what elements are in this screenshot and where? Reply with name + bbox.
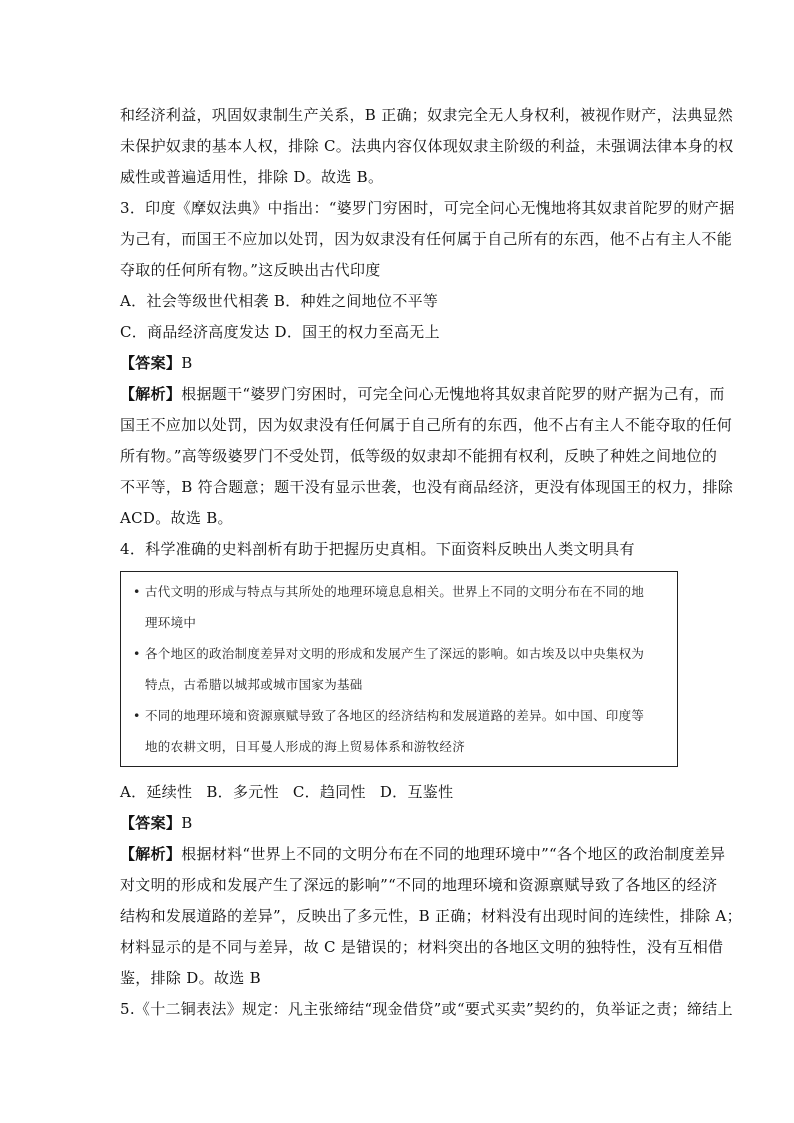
material-line: 理环境中 bbox=[145, 615, 197, 630]
analysis-line: 所有物。”高等级婆罗门不受处罚，低等级的奴隶却不能拥有权利，反映了种姓之间地位的 bbox=[120, 447, 718, 465]
analysis-text: 根据材料“世界上不同的文明分布在不同的地理环境中”“各个地区的政治制度差异 bbox=[181, 845, 726, 863]
bullet-icon: • bbox=[133, 584, 141, 599]
analysis-block bbox=[120, 379, 734, 534]
bullet-icon: • bbox=[133, 646, 141, 661]
analysis-line: 结构和发展道路的差异”，反映出了多元性，B 正确；材料没有出现时间的连续性，排除 A； bbox=[120, 907, 742, 925]
paragraph-line: 威性或普遍适用性，排除 D。故选 B。 bbox=[120, 168, 384, 186]
analysis-line bbox=[120, 839, 726, 870]
options-line: A．社会等级世代相袭 B．种姓之间地位不平等 bbox=[120, 292, 439, 310]
option-a: A．延续性 bbox=[120, 783, 193, 801]
material-text bbox=[145, 700, 663, 762]
question-stem-line: 5.《十二铜表法》规定：凡主张缔结“现金借贷”或“要式买卖”契约的，负举证之责；缔结上 bbox=[120, 1000, 733, 1018]
question-stem-line: 3．印度《摩奴法典》中指出：“婆罗门穷困时，可完全问心无愧地将其奴隶首陀罗的财产据 bbox=[120, 199, 735, 217]
material-line: 古代文明的形成与特点与其所处的地理环境息息相关。世界上不同的文明分布在不同的地 bbox=[145, 584, 645, 599]
analysis-line: 不平等，B 符合题意；题干没有显示世袭，也没有商品经济，更没有体现国王的权力，排除 bbox=[120, 478, 734, 496]
material-line: 特点，古希腊以城邦或城市国家为基础 bbox=[145, 677, 363, 692]
option-d: D．互鉴性 bbox=[379, 783, 454, 801]
material-text bbox=[145, 638, 663, 700]
question-stem-line: 4．科学准确的史料剖析有助于把握历史真相。下面资料反映出人类文明具有 bbox=[120, 540, 635, 558]
question-4 bbox=[120, 534, 742, 994]
analysis-block bbox=[120, 839, 742, 994]
analysis-line: 国王不应加以处罚，因为奴隶没有任何属于自己所有的东西，他不占有主人不能夺取的任何 bbox=[120, 416, 733, 434]
analysis-line bbox=[120, 379, 725, 410]
analysis-line: ACD。故选 B。 bbox=[120, 509, 233, 527]
bullet-icon: • bbox=[133, 708, 141, 723]
option-c: C．趋同性 bbox=[292, 783, 366, 801]
document-content bbox=[120, 100, 742, 1025]
answer-value: B bbox=[181, 354, 193, 372]
analysis-line: 材料显示的是不同与差异，故 C 是错误的；材料突出的各地区文明的独特性，没有互相借 bbox=[120, 938, 724, 956]
analysis-line: 鉴，排除 D。故选 B bbox=[120, 969, 261, 987]
options-line bbox=[120, 777, 680, 808]
options-line: C．商品经济高度发达 D．国王的权力至高无上 bbox=[120, 323, 440, 341]
paragraph-line: 和经济利益，巩固奴隶制生产关系，B 正确；奴隶完全无人身权利，被视作财产，法典显然 bbox=[120, 106, 734, 124]
answer-label: 【答案】 bbox=[120, 814, 182, 832]
material-item bbox=[133, 638, 663, 700]
option-b: B．多元性 bbox=[206, 783, 279, 801]
answer-value: B bbox=[181, 814, 193, 832]
answer-row bbox=[120, 348, 680, 379]
analysis-text: 根据题干“婆罗门穷困时，可完全问心无愧地将其奴隶首陀罗的财产据为己有，而 bbox=[181, 385, 725, 403]
material-line: 各个地区的政治制度差异对文明的形成和发展产生了深远的影响。如古埃及以中央集权为 bbox=[145, 646, 645, 661]
answer-label: 【答案】 bbox=[120, 354, 182, 372]
question-stem-line: 为己有，而国王不应加以处罚，因为奴隶没有任何属于自己所有的东西，他不占有主人不能 bbox=[120, 230, 733, 248]
material-item bbox=[133, 576, 663, 638]
analysis-label: 【解析】 bbox=[120, 845, 182, 863]
material-line: 不同的地理环境和资源禀赋导致了各地区的经济结构和发展道路的差异。如中国、印度等 bbox=[145, 708, 645, 723]
analysis-line: 对文明的形成和发展产生了深远的影响”“不同的地理环境和资源禀赋导致了各地区的经济 bbox=[120, 876, 718, 894]
material-box bbox=[120, 571, 678, 767]
material-item bbox=[133, 700, 663, 762]
paragraph-line: 未保护奴隶的基本人权，排除 C。法典内容仅体现奴隶主阶级的利益，未强调法律本身的权 bbox=[120, 137, 734, 155]
analysis-label: 【解析】 bbox=[120, 385, 182, 403]
answer-row bbox=[120, 808, 680, 839]
material-text bbox=[145, 576, 663, 638]
question-5 bbox=[120, 994, 733, 1025]
question-3 bbox=[120, 193, 735, 534]
question-stem-line: 夺取的任何所有物。”这反映出古代印度 bbox=[120, 261, 381, 279]
material-line: 地的农耕文明，日耳曼人形成的海上贸易体系和游牧经济 bbox=[145, 739, 466, 754]
